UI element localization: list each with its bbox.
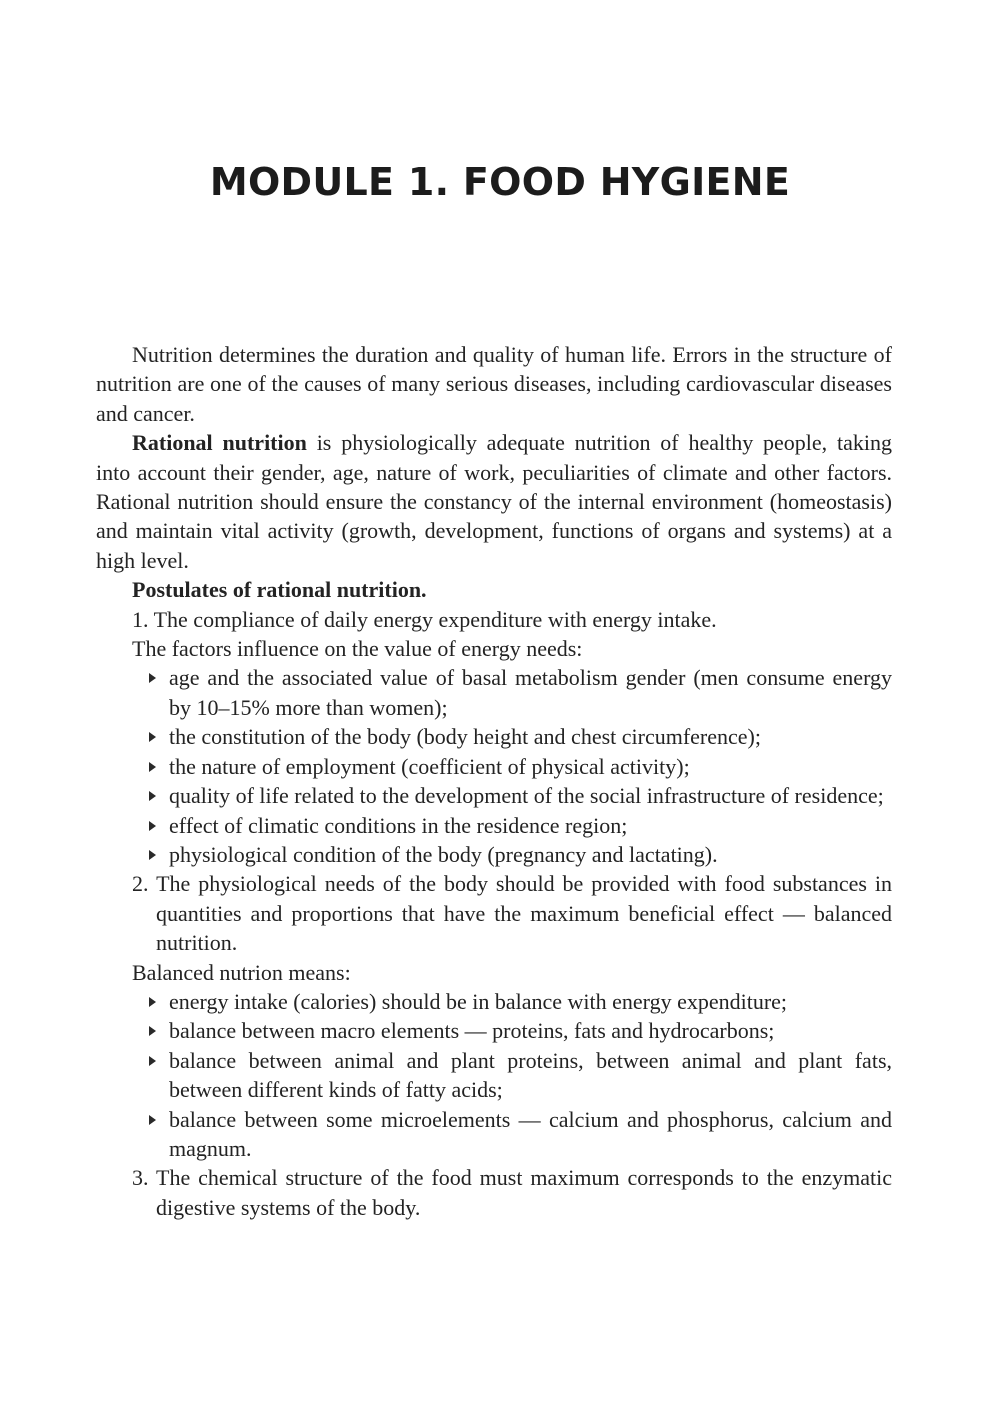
- body-text: [96, 340, 892, 1222]
- rational-nutrition-paragraph: [96, 428, 892, 575]
- triangle-bullet-icon: [149, 791, 156, 801]
- list-item: quality of life related to the development of the social infrastructure of residence;: [96, 781, 892, 810]
- postulates-heading: Postulates of rational nutrition.: [132, 577, 427, 603]
- postulate-3: 3. The chemical structure of the food must maximum corresponds to the enzymatic digestive systems of the body.: [132, 1165, 892, 1220]
- triangle-bullet-icon: [149, 732, 156, 742]
- rational-nutrition-definition: is physiologically adequate nutrition of healthy people, taking into account their gender, age, nature of work, peculiarities of climate and other factors. Rational nutrition should ensure the constancy of the internal environment (homeostasis) and maintain vital activity (growth, development, functions of organs and systems) at a high level.: [96, 430, 892, 573]
- rational-nutrition-term: Rational nutrition: [132, 430, 307, 456]
- list-item: energy intake (calories) should be in balance with energy expenditure;: [96, 987, 892, 1016]
- triangle-bullet-icon: [149, 1026, 156, 1036]
- triangle-bullet-icon: [149, 997, 156, 1007]
- list-item: age and the associated value of basal metabolism gender (men consume energy by 10–15% more than women);: [96, 663, 892, 722]
- list-item: physiological condition of the body (pregnancy and lactating).: [96, 840, 892, 869]
- factors-list: [96, 663, 892, 869]
- balanced-lead: Balanced nutrion means:: [132, 959, 351, 985]
- triangle-bullet-icon: [149, 673, 156, 683]
- triangle-bullet-icon: [149, 1115, 156, 1125]
- triangle-bullet-icon: [149, 762, 156, 772]
- triangle-bullet-icon: [149, 1056, 156, 1066]
- balanced-list: [96, 987, 892, 1163]
- list-item: balance between some microelements — calcium and phosphorus, calcium and magnum.: [96, 1105, 892, 1164]
- factors-lead: The factors influence on the value of energy needs:: [132, 636, 583, 662]
- list-item: the nature of employment (coefficient of physical activity);: [96, 752, 892, 781]
- list-item: effect of climatic conditions in the residence region;: [96, 811, 892, 840]
- intro-paragraph: Nutrition determines the duration and quality of human life. Errors in the structure of nutrition are one of the causes of many serious diseases, including cardiovascular diseases and cancer.: [96, 342, 892, 426]
- list-item: the constitution of the body (body height and chest circumference);: [96, 722, 892, 751]
- postulate-2: 2. The physiological needs of the body should be provided with food substances in quantities and proportions that have the maximum beneficial effect — balanced nutrition.: [132, 871, 892, 956]
- list-item: balance between macro elements — proteins, fats and hydrocarbons;: [96, 1016, 892, 1045]
- triangle-bullet-icon: [149, 821, 156, 831]
- module-title: MODULE 1. FOOD HYGIENE: [209, 160, 791, 204]
- postulate-1: 1. The compliance of daily energy expenditure with energy intake.: [132, 606, 717, 632]
- list-item: balance between animal and plant proteins, between animal and plant fats, between different kinds of fatty acids;: [96, 1046, 892, 1105]
- triangle-bullet-icon: [149, 850, 156, 860]
